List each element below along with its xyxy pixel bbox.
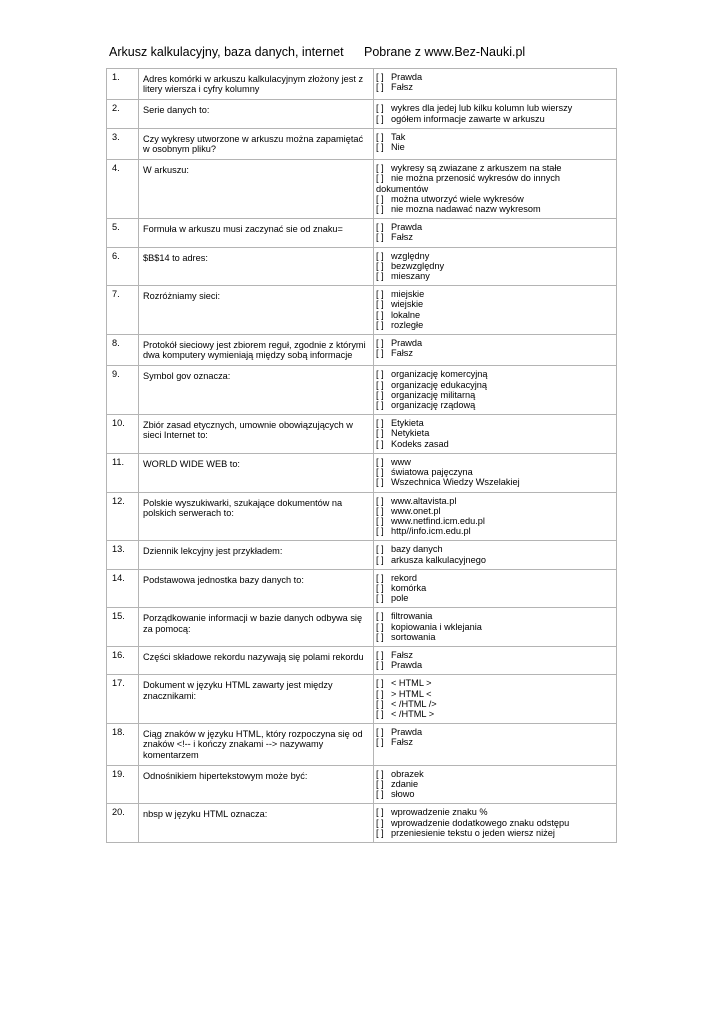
question-number: 12.	[107, 492, 139, 541]
checkbox[interactable]: [ ]	[376, 544, 384, 555]
option-label: http//info.icm.edu.pl	[391, 526, 471, 537]
answer-option[interactable]	[376, 173, 614, 193]
question-row	[107, 724, 617, 766]
answer-options	[374, 366, 617, 415]
question-row	[107, 69, 617, 100]
question-row	[107, 335, 617, 366]
answer-option[interactable]	[376, 271, 614, 281]
option-label: www.altavista.pl	[391, 495, 457, 506]
answer-option[interactable]	[376, 737, 614, 747]
question-text: Ciąg znaków w języku HTML, który rozpoczyna się od znaków <!-- i kończy znakami --> nazywamy komentarzem	[139, 724, 374, 766]
question-row	[107, 247, 617, 286]
option-label: Kodeks zasad	[391, 438, 449, 449]
option-label: arkusza kalkulacyjnego	[391, 554, 486, 565]
checkbox[interactable]: [ ]	[376, 82, 384, 93]
question-row	[107, 415, 617, 454]
answer-option[interactable]	[376, 103, 614, 113]
answer-option[interactable]	[376, 261, 614, 271]
answer-options	[374, 569, 617, 608]
question-number: 4.	[107, 160, 139, 219]
question-text: Podstawowa jednostka bazy danych to:	[139, 569, 374, 608]
option-label: bazy danych	[391, 544, 443, 555]
checkbox[interactable]: [ ]	[376, 611, 384, 622]
question-row	[107, 492, 617, 541]
question-text: Czy wykresy utworzone w arkuszu można zapamiętać w osobnym pliku?	[139, 128, 374, 159]
question-number: 10.	[107, 415, 139, 454]
checkbox[interactable]: [ ]	[376, 232, 384, 243]
question-text: Dokument w języku HTML zawarty jest między znacznikami:	[139, 675, 374, 724]
answer-option[interactable]	[376, 114, 614, 124]
answer-option[interactable]	[376, 338, 614, 348]
question-row	[107, 765, 617, 804]
checkbox[interactable]: [ ]	[376, 495, 384, 506]
question-text: Formuła w arkuszu musi zaczynać sie od znaku=	[139, 219, 374, 247]
checkbox[interactable]: [ ]	[376, 688, 384, 699]
question-text: Porządkowanie informacji w bazie danych odbywa się za pomocą:	[139, 608, 374, 647]
question-text: nbsp w języku HTML oznacza:	[139, 804, 374, 843]
checkbox[interactable]: [ ]	[376, 338, 384, 349]
checkbox[interactable]: [ ]	[376, 319, 384, 330]
checkbox[interactable]: [ ]	[376, 163, 384, 174]
checkbox[interactable]: [ ]	[376, 309, 384, 320]
option-label: Fałsz	[391, 348, 413, 359]
checkbox[interactable]: [ ]	[376, 204, 384, 215]
checkbox[interactable]: [ ]	[376, 593, 384, 604]
answer-options	[374, 646, 617, 674]
checkbox[interactable]: [ ]	[376, 72, 384, 82]
answer-option[interactable]	[376, 418, 614, 428]
checkbox[interactable]: [ ]	[376, 260, 384, 271]
answer-options	[374, 453, 617, 492]
answer-option[interactable]	[376, 320, 614, 330]
option-label: > HTML <	[391, 688, 432, 699]
answer-options	[374, 286, 617, 335]
option-label: wprowadzenie znaku %	[391, 807, 488, 818]
answer-option[interactable]	[376, 428, 614, 438]
answer-option[interactable]	[376, 289, 614, 299]
question-row	[107, 646, 617, 674]
answer-option[interactable]	[376, 232, 614, 242]
checkbox[interactable]: [ ]	[376, 379, 384, 390]
question-text: Protokół sieciowy jest zbiorem reguł, zgodnie z którymi dwa komputery wymieniają między sobą informacje	[139, 335, 374, 366]
option-label: Fałsz	[391, 232, 413, 243]
checkbox[interactable]: [ ]	[376, 193, 384, 204]
answer-option[interactable]	[376, 222, 614, 232]
answer-option[interactable]	[376, 611, 614, 621]
answer-option[interactable]	[376, 457, 614, 467]
checkbox[interactable]: [ ]	[376, 582, 384, 593]
question-number: 5.	[107, 219, 139, 247]
answer-option[interactable]	[376, 299, 614, 309]
checkbox[interactable]: [ ]	[376, 477, 384, 488]
option-label: organizację rządową	[391, 400, 476, 411]
page-header	[109, 45, 629, 65]
answer-option[interactable]	[376, 439, 614, 449]
answer-option[interactable]	[376, 555, 614, 565]
option-label: bezwzględny	[391, 260, 445, 271]
option-label: przeniesienie tekstu o jeden wiersz niżej	[391, 827, 555, 838]
option-label: można utworzyć wiele wykresów	[391, 193, 524, 204]
checkbox[interactable]: [ ]	[376, 572, 384, 583]
checkbox[interactable]: [ ]	[376, 678, 384, 689]
answer-option[interactable]	[376, 660, 614, 670]
question-text: Adres komórki w arkuszu kalkulacyjnym złożony jest z litery wiersza i cyfry kolumny	[139, 69, 374, 100]
question-number: 9.	[107, 366, 139, 415]
option-label: nie można przenosić wykresów do innych dokumentów	[376, 173, 561, 194]
answer-option[interactable]	[376, 779, 614, 789]
checkbox[interactable]: [ ]	[376, 778, 384, 789]
option-label: Prawda	[391, 338, 423, 349]
answer-option[interactable]	[376, 82, 614, 92]
checkbox[interactable]: [ ]	[376, 113, 384, 124]
question-text: Części składowe rekordu nazywają się polami rekordu	[139, 646, 374, 674]
answer-options	[374, 492, 617, 541]
checkbox[interactable]: [ ]	[376, 173, 384, 184]
option-label: organizację edukacyjną	[391, 379, 488, 390]
question-text: WORLD WIDE WEB to:	[139, 453, 374, 492]
answer-option[interactable]	[376, 769, 614, 779]
source-credit: Pobrane z www.Bez-Nauki.pl	[364, 45, 526, 59]
answer-option[interactable]	[376, 142, 614, 152]
option-label: pole	[391, 593, 409, 604]
answer-options	[374, 675, 617, 724]
question-row	[107, 541, 617, 569]
question-row	[107, 608, 617, 647]
answer-options	[374, 219, 617, 247]
answer-option[interactable]	[376, 516, 614, 526]
checkbox[interactable]: [ ]	[376, 142, 384, 153]
answer-option[interactable]	[376, 477, 614, 487]
option-label: < /HTML />	[391, 698, 437, 709]
answer-option[interactable]	[376, 369, 614, 379]
checkbox[interactable]: [ ]	[376, 428, 384, 439]
option-label: względny	[391, 250, 430, 261]
option-label: mieszany	[391, 271, 430, 282]
question-row	[107, 366, 617, 415]
option-label: Fałsz	[391, 737, 413, 748]
option-label: kopiowania i wklejania	[391, 621, 482, 632]
answer-option[interactable]	[376, 650, 614, 660]
option-label: filtrowania	[391, 611, 433, 622]
checkbox[interactable]: [ ]	[376, 131, 384, 142]
option-label: Prawda	[391, 72, 423, 82]
question-text: Odnośnikiem hipertekstowym może być:	[139, 765, 374, 804]
question-row	[107, 569, 617, 608]
option-label: lokalne	[391, 309, 421, 320]
option-label: Tak	[391, 131, 406, 142]
option-label: komórka	[391, 582, 427, 593]
option-label: Wszechnica Wiedzy Wszelakiej	[391, 477, 520, 488]
question-number: 3.	[107, 128, 139, 159]
quiz-table	[106, 68, 617, 843]
checkbox[interactable]: [ ]	[376, 817, 384, 828]
checkbox[interactable]: [ ]	[376, 271, 384, 282]
answer-options	[374, 541, 617, 569]
answer-option[interactable]	[376, 310, 614, 320]
checkbox[interactable]: [ ]	[376, 348, 384, 359]
checkbox[interactable]: [ ]	[376, 222, 384, 233]
checkbox[interactable]: [ ]	[376, 727, 384, 738]
question-number: 17.	[107, 675, 139, 724]
answer-option[interactable]	[376, 526, 614, 536]
checkbox[interactable]: [ ]	[376, 708, 384, 719]
option-label: wprowadzenie dodatkowego znaku odstępu	[391, 817, 570, 828]
checkbox[interactable]: [ ]	[376, 649, 384, 660]
answer-option[interactable]	[376, 506, 614, 516]
answer-option[interactable]	[376, 709, 614, 719]
question-text: Zbiór zasad etycznych, umownie obowiązujących w sieci Internet to:	[139, 415, 374, 454]
answer-option[interactable]	[376, 204, 614, 214]
answer-option[interactable]	[376, 251, 614, 261]
checkbox[interactable]: [ ]	[376, 631, 384, 642]
answer-options	[374, 247, 617, 286]
option-label: www.onet.pl	[391, 505, 441, 516]
question-row	[107, 453, 617, 492]
option-label: Fałsz	[391, 649, 413, 660]
option-label: www.netfind.icm.edu.pl	[391, 515, 485, 526]
option-label: obrazek	[391, 768, 424, 779]
answer-option[interactable]	[376, 163, 614, 173]
answer-option[interactable]	[376, 390, 614, 400]
checkbox[interactable]: [ ]	[376, 103, 384, 114]
option-label: Netykieta	[391, 428, 430, 439]
answer-option[interactable]	[376, 699, 614, 709]
checkbox[interactable]: [ ]	[376, 250, 384, 261]
checkbox[interactable]: [ ]	[376, 418, 384, 429]
option-label: wykresy są zwiazane z arkuszem na stałe	[391, 163, 562, 174]
answer-option[interactable]	[376, 348, 614, 358]
answer-option[interactable]	[376, 72, 614, 82]
option-label: Prawda	[391, 660, 423, 671]
answer-option[interactable]	[376, 496, 614, 506]
answer-option[interactable]	[376, 789, 614, 799]
question-number: 20.	[107, 804, 139, 843]
option-label: Fałsz	[391, 82, 413, 93]
option-label: rekord	[391, 572, 418, 583]
checkbox[interactable]: [ ]	[376, 827, 384, 838]
checkbox[interactable]: [ ]	[376, 698, 384, 709]
question-number: 14.	[107, 569, 139, 608]
question-row	[107, 100, 617, 128]
option-label: wiejskie	[391, 299, 424, 310]
option-label: Nie	[391, 142, 405, 153]
checkbox[interactable]: [ ]	[376, 789, 384, 800]
option-label: Etykieta	[391, 418, 424, 429]
quiz-table-body	[107, 69, 617, 843]
question-text: W arkuszu:	[139, 160, 374, 219]
answer-options	[374, 765, 617, 804]
checkbox[interactable]: [ ]	[376, 467, 384, 478]
answer-option[interactable]	[376, 828, 614, 838]
checkbox[interactable]: [ ]	[376, 400, 384, 411]
option-label: rozległe	[391, 319, 424, 330]
checkbox[interactable]: [ ]	[376, 456, 384, 467]
answer-option[interactable]	[376, 807, 614, 817]
answer-option[interactable]	[376, 583, 614, 593]
answer-options	[374, 128, 617, 159]
question-number: 16.	[107, 646, 139, 674]
checkbox[interactable]: [ ]	[376, 621, 384, 632]
option-label: miejskie	[391, 289, 425, 300]
option-label: < HTML >	[391, 678, 432, 689]
answer-option[interactable]	[376, 678, 614, 688]
answer-option[interactable]	[376, 194, 614, 204]
question-text: Serie danych to:	[139, 100, 374, 128]
answer-option[interactable]	[376, 467, 614, 477]
checkbox[interactable]: [ ]	[376, 660, 384, 671]
document-title: Arkusz kalkulacyjny, baza danych, internet	[109, 45, 344, 59]
answer-options	[374, 69, 617, 100]
option-label: organizację komercyjną	[391, 369, 488, 380]
question-number: 8.	[107, 335, 139, 366]
answer-option[interactable]	[376, 622, 614, 632]
question-number: 11.	[107, 453, 139, 492]
checkbox[interactable]: [ ]	[376, 737, 384, 748]
answer-option[interactable]	[376, 632, 614, 642]
checkbox[interactable]: [ ]	[376, 526, 384, 537]
answer-option[interactable]	[376, 573, 614, 583]
question-number: 6.	[107, 247, 139, 286]
checkbox[interactable]: [ ]	[376, 299, 384, 310]
checkbox[interactable]: [ ]	[376, 389, 384, 400]
question-number: 19.	[107, 765, 139, 804]
question-text: Polskie wyszukiwarki, szukające dokumentów na polskich serwerach to:	[139, 492, 374, 541]
checkbox[interactable]: [ ]	[376, 289, 384, 300]
question-row	[107, 804, 617, 843]
answer-option[interactable]	[376, 727, 614, 737]
option-label: zdanie	[391, 778, 419, 789]
question-text: Symbol gov oznacza:	[139, 366, 374, 415]
question-number: 7.	[107, 286, 139, 335]
option-label: wykres dla jedej lub kilku kolumn lub wierszy	[391, 103, 573, 114]
answer-options	[374, 724, 617, 766]
option-label: Prawda	[391, 222, 423, 233]
checkbox[interactable]: [ ]	[376, 768, 384, 779]
answer-options	[374, 415, 617, 454]
question-row	[107, 128, 617, 159]
answer-option[interactable]	[376, 380, 614, 390]
answer-option[interactable]	[376, 132, 614, 142]
question-number: 15.	[107, 608, 139, 647]
option-label: Prawda	[391, 727, 423, 738]
answer-option[interactable]	[376, 818, 614, 828]
checkbox[interactable]: [ ]	[376, 438, 384, 449]
answer-option[interactable]	[376, 593, 614, 603]
question-number: 1.	[107, 69, 139, 100]
answer-option[interactable]	[376, 544, 614, 554]
option-label: słowo	[391, 789, 415, 800]
option-label: < /HTML >	[391, 708, 435, 719]
question-row	[107, 675, 617, 724]
option-label: sortowania	[391, 631, 436, 642]
question-number: 13.	[107, 541, 139, 569]
question-number: 18.	[107, 724, 139, 766]
question-number: 2.	[107, 100, 139, 128]
question-row	[107, 286, 617, 335]
question-row	[107, 160, 617, 219]
answer-option[interactable]	[376, 400, 614, 410]
answer-options	[374, 608, 617, 647]
checkbox[interactable]: [ ]	[376, 505, 384, 516]
checkbox[interactable]: [ ]	[376, 807, 384, 818]
option-label: ogółem informacje zawarte w arkuszu	[391, 113, 545, 124]
option-label: organizację militarną	[391, 389, 476, 400]
option-label: światowa pajęczyna	[391, 467, 473, 478]
question-text: $B$14 to adres:	[139, 247, 374, 286]
question-text: Rozróżniamy sieci:	[139, 286, 374, 335]
answer-options	[374, 100, 617, 128]
question-text: Dziennik lekcyjny jest przykładem:	[139, 541, 374, 569]
checkbox[interactable]: [ ]	[376, 554, 384, 565]
answer-options	[374, 804, 617, 843]
option-label: nie mozna nadawać nazw wykresom	[391, 204, 541, 215]
checkbox[interactable]: [ ]	[376, 369, 384, 380]
option-label: www	[391, 456, 411, 467]
answer-options	[374, 335, 617, 366]
checkbox[interactable]: [ ]	[376, 515, 384, 526]
answer-options	[374, 160, 617, 219]
answer-option[interactable]	[376, 689, 614, 699]
question-row	[107, 219, 617, 247]
